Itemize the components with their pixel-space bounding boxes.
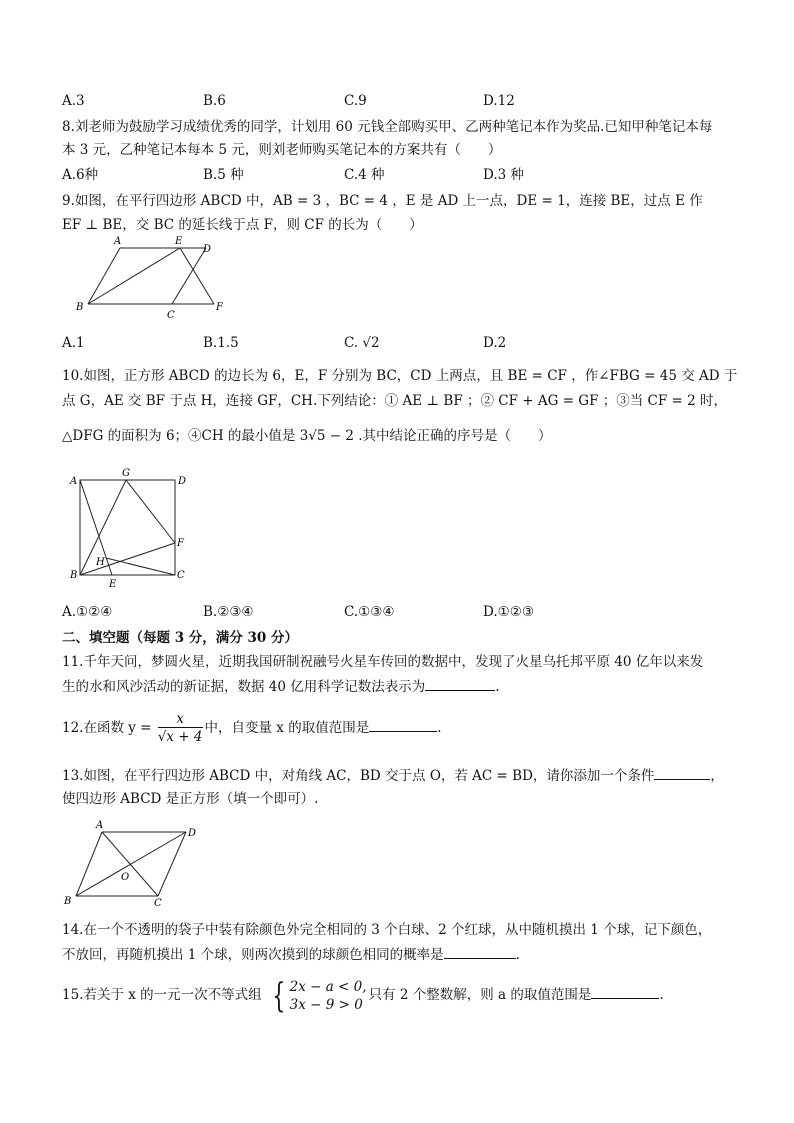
q10-label-g: G [122,468,130,479]
q7-option-c: C.9 [344,93,367,109]
q15-brace: { [272,976,286,1016]
q8-line-1: 8.刘老师为鼓励学习成绩优秀的同学，计划用 60 元钱全部购买甲、乙两种笔记本作为奖品.已知甲种笔记本每 [62,119,713,135]
q15-end: . [659,987,664,1003]
q10-label-c: C [177,570,185,581]
q11-answer-blank[interactable] [425,676,495,691]
q10-option-a: A.①②④ [62,604,113,620]
q9-label-e: E [175,236,183,247]
q10-line-1: 10.如图，正方形 ABCD 的边长为 6，E，F 分别为 BC，CD 上两点，且 BE = CF ，作∠FBG = 45 交 AD 于 [62,368,738,384]
q10-label-d: D [178,476,187,487]
q10-label-e: E [109,579,117,590]
q10-label-a: A [70,476,78,487]
q9-option-d: D.2 [483,335,507,351]
q15-row-2: 3x − 9 > 0 [289,997,363,1013]
q12-answer-blank[interactable] [369,717,437,732]
q13-answer-blank[interactable] [654,765,710,780]
q11-line-1: 11.千年天问，梦圆火星，近期我国研制祝融号火星车传回的数据中，发现了火星乌托邦平原 40 亿年以来发 [62,654,704,670]
q7-option-a: A.3 [62,93,85,109]
q12-prefix: 12.在函数 y = [62,720,152,736]
q7-option-b: B.6 [203,93,226,109]
q13-label-d: D [188,828,197,839]
q9-label-c: C [167,310,175,321]
q9-label-a: A [114,236,122,247]
q15-prefix: 15.若关于 x 的一元一次不等式组 [62,987,262,1003]
q15-row-1: 2x − a < 0, [289,979,367,995]
q15-suffix: 只有 2 个整数解，则 a 的取值范围是 [368,987,592,1003]
q14-line-2: 不放回，再随机摸出 1 个球，则两次摸到的球颜色相同的概率是 [62,947,444,963]
q10-line-3: △DFG 的面积为 6；④CH 的最小值是 3√5 − 2 .其中结论正确的序号是（ ） [62,428,552,444]
q10-label-b: B [70,570,78,581]
q9-option-b: B.1.5 [203,335,239,351]
q12-fraction [158,711,203,746]
q7-option-d: D.12 [483,93,515,109]
q13-line-1: 13.如图，在平行四边形 ABCD 中，对角线 AC，BD 交于点 O，若 AC = BD，请你添加一个条件 [62,768,655,784]
q10-square-figure [66,466,192,590]
q9-line-1: 9.如图，在平行四边形 ABCD 中，AB = 3 ，BC = 4 ，E 是 AD 上一点，DE = 1，连接 BE，过点 E 作 [62,193,703,209]
q9-line-2: EF ⊥ BE，交 BC 的延长线于点 F，则 CF 的长为（ ） [62,217,423,233]
q8-option-d: D.3 种 [483,167,525,183]
q10-label-f: F [177,538,184,549]
q10-line-2: 点 G，AE 交 BF 于点 H，连接 GF，CH.下列结论：① AE ⊥ BF ；② CF + AG = GF ；③当 CF = 2 时， [62,393,728,409]
q13-label-b: B [64,896,72,907]
q14-end: . [515,947,520,963]
q14-answer-blank[interactable] [444,944,516,959]
q11-line-2: 生的水和风沙活动的新证据，数据 40 亿用科学记数法表示为 [62,679,426,695]
q15-inequality-system [268,976,367,1016]
q10-option-b: B.②③④ [203,604,254,620]
q9-option-c: C. √2 [344,335,380,351]
q13-line-1-row [62,765,724,786]
q8-option-a: A.6种 [62,167,99,183]
q12-numerator: x [158,711,203,728]
q9-label-b: B [76,302,84,313]
q11-end: . [495,679,500,695]
q13-line-1-end: ， [710,768,724,784]
q15-answer-blank[interactable] [591,984,659,999]
q13-label-c: C [154,898,162,908]
q13-label-a: A [96,820,104,831]
q13-parallelogram-figure [62,818,202,908]
q8-line-2: 本 3 元，乙种笔记本每本 5 元，则刘老师购买笔记本的方案共有（ ） [62,142,502,158]
section-2-heading: 二、填空题（每题 3 分，满分 30 分） [62,630,298,646]
q12-end: . [437,720,442,736]
q8-option-c: C.4 种 [344,167,385,183]
q14-line-1: 14.在一个不透明的袋子中装有除颜色外完全相同的 3 个白球、2 个红球，从中随机摸出 1 个球，记下颜色， [62,922,712,938]
q10-option-c: C.①③④ [344,604,395,620]
q13-line-2: 使四边形 ABCD 是正方形（填一个即可）. [62,791,319,807]
q9-parallelogram-figure [72,234,237,322]
q14-line-2-row [62,944,520,965]
q12-denominator: √x + 4 [157,729,203,745]
q12-suffix: 中，自变量 x 的取值范围是 [204,720,370,736]
q11-line-2-row [62,676,500,697]
q15-row [62,975,664,1016]
q15-rows [290,978,367,1014]
q9-option-a: A.1 [62,335,85,351]
q13-label-o: O [121,872,130,883]
q9-label-d: D [203,244,212,255]
q9-label-f: F [216,302,223,313]
q10-label-h: H [96,557,105,568]
q10-option-d: D.①②③ [483,604,534,620]
q12-row [62,709,442,747]
q8-option-b: B.5 种 [203,167,244,183]
